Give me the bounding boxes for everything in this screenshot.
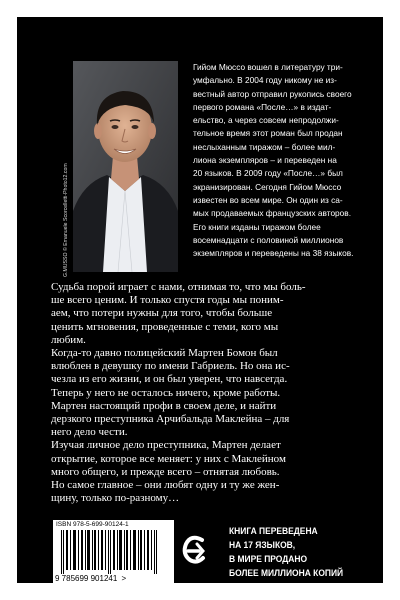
author-bio-line: неслыханным тиражом – более мил-: [193, 141, 336, 152]
author-bio-line: 20 языков. В 2009 году «После…» был: [193, 168, 343, 179]
author-bio-line: лиона экземпляров – и переведен на: [193, 155, 337, 166]
synopsis-line: ше всего ценим. И только спустя годы мы поним-: [51, 294, 284, 307]
synopsis-line: аем, что потери нужны для того, чтобы больше: [51, 307, 273, 320]
isbn-barcode: [53, 520, 174, 584]
photo-credit-text: G.MUSSO © Emanuele Scorcelletti-Photo12.com: [63, 163, 69, 277]
author-bio-line: умфально. В 2004 году никому не из-: [193, 75, 337, 86]
synopsis-line: него дело чести.: [51, 426, 128, 439]
synopsis-line: открытие, которое все меняет: у них с Маклейном: [51, 452, 286, 465]
synopsis-line: щину, только по-разному…: [51, 492, 180, 505]
author-bio-line: экземпляров и переведены на 38 языков.: [193, 248, 354, 259]
author-portrait-image: [73, 61, 178, 272]
author-bio-line: ельство, а через совсем непродолжи-: [193, 115, 339, 126]
author-bio-line: мых продаваемых французских авторов.: [193, 208, 351, 219]
promo-blurb: [229, 524, 372, 580]
author-bio-line: экранизирован. Сегодня Гийом Мюссо: [193, 181, 342, 192]
promo-blurb-line: БОЛЕЕ МИЛЛИОНА КОПИЙ: [229, 568, 344, 578]
book-back-cover: [17, 17, 383, 583]
barcode-digits-text: 9 785699 901241: [55, 574, 118, 583]
barcode-addon-mark: >: [121, 574, 127, 583]
promo-blurb-line: НА 17 ЯЗЫКОВ,: [229, 540, 296, 550]
barcode-bars: [56, 530, 171, 574]
author-bio-line: первого романа «После…» в издат-: [193, 101, 332, 112]
synopsis-line: Но самое главное – они любят одну и ту же жен-: [51, 479, 280, 492]
author-photo: [73, 61, 178, 272]
author-bio-line: известен во всем мире. Он один из са-: [193, 194, 343, 205]
synopsis-line: Судьба порой играет с нами, отнимая то, что мы боль-: [51, 281, 306, 293]
barcode-digits: [53, 574, 174, 583]
author-bio-line: тельное время этот роман был продан: [193, 128, 343, 139]
synopsis-line: Мартен настоящий профи в своем деле, и найти: [51, 399, 277, 412]
synopsis-line: любим.: [51, 333, 86, 346]
isbn-number: ISBN 978-5-699-90124-1: [56, 521, 129, 528]
synopsis-line: влюблен в девушку по имени Габриель. Но она ис-: [51, 360, 290, 373]
author-bio-line: Гийом Мюссо вошел в литературу три-: [193, 62, 343, 72]
synopsis-line: ценить мгновения, проведенные с теми, кого мы: [51, 320, 279, 333]
author-bio-line: Его книги изданы тиражом более: [193, 221, 321, 232]
synopsis-line: чезла из его жизни, и он был уверен, что навсегда.: [51, 373, 288, 386]
synopsis-line: много общего, и прежде всего – отнятая любовь.: [51, 465, 280, 478]
promo-blurb-line: В МИРЕ ПРОДАНО: [229, 554, 308, 564]
synopsis-line: Когда-то давно полицейский Мартен Бомон был: [51, 347, 278, 360]
book-synopsis: [51, 281, 381, 505]
synopsis-line: Изучая личное дело преступника, Мартен делает: [51, 439, 281, 452]
author-bio-line: вестный автор отправил рукопись своего: [193, 88, 352, 99]
author-bio: [193, 61, 383, 260]
publisher-logo-icon: [181, 520, 211, 584]
synopsis-line: Теперь у него не осталось ничего, кроме работы.: [51, 386, 281, 399]
author-bio-line: восемнадцати с половиной миллионов: [193, 234, 344, 245]
synopsis-line: дерзкого преступника Арчибальда Маклейна – для: [51, 413, 290, 426]
photo-credit: [55, 49, 67, 277]
promo-blurb-line: КНИГА ПЕРЕВЕДЕНА: [229, 526, 318, 536]
